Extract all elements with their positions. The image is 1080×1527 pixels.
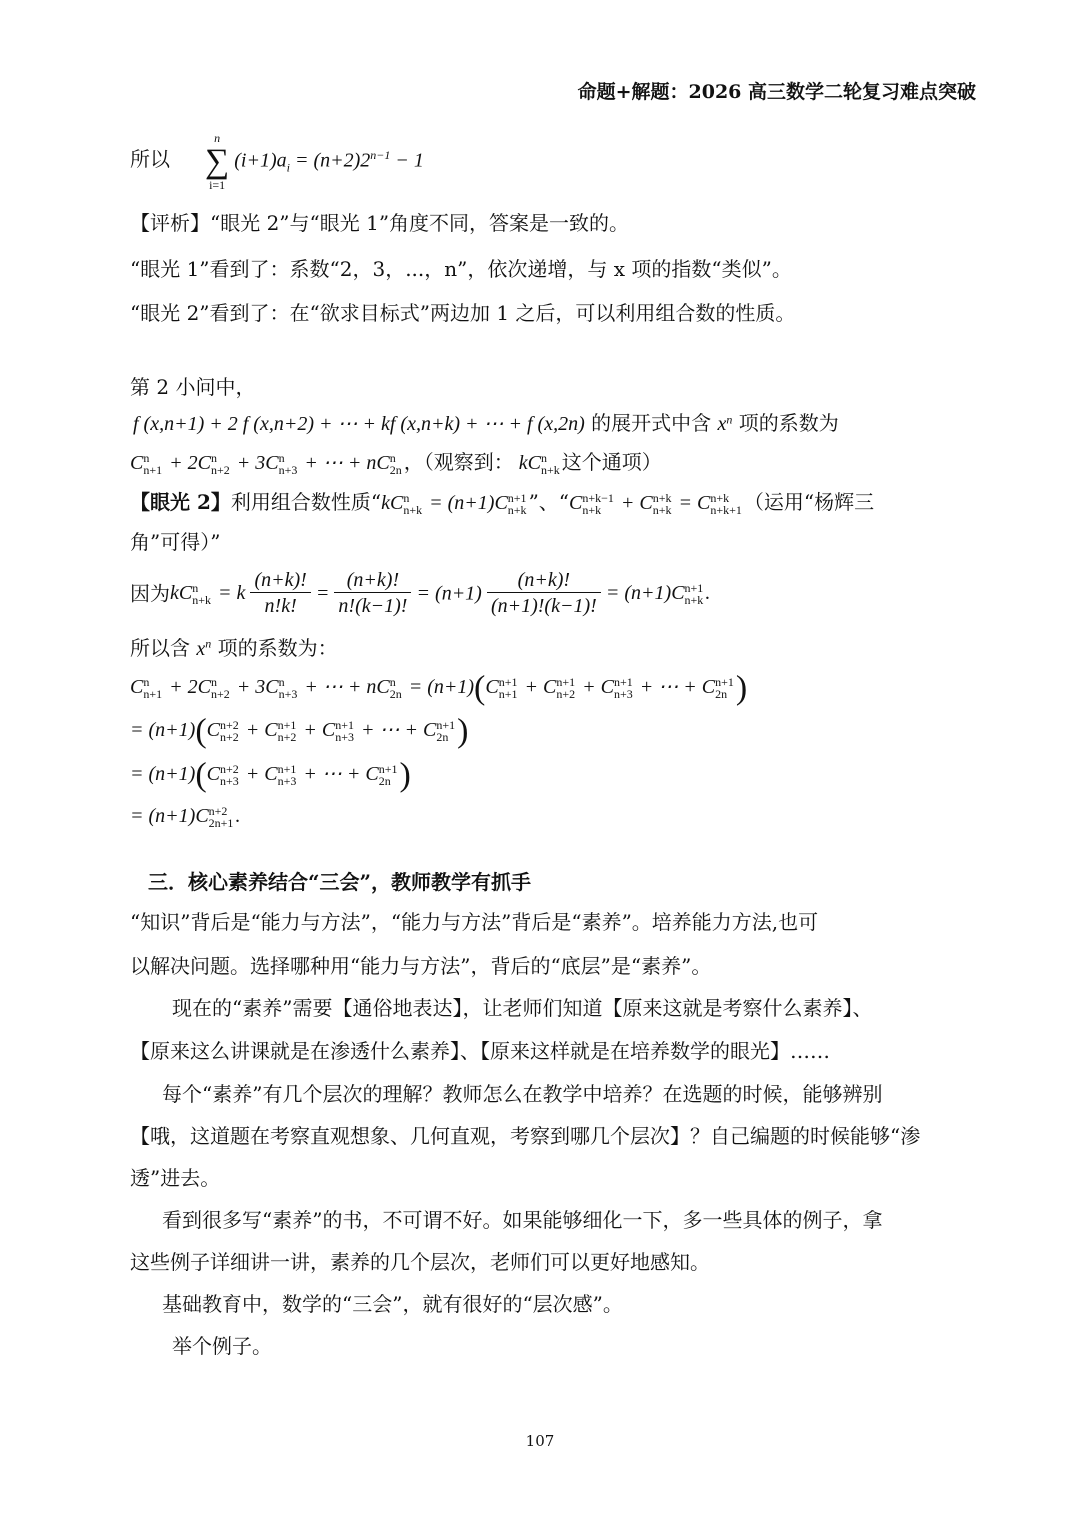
coef-line-end: 这个通项） — [561, 450, 662, 474]
para6: 举个例子。 — [172, 1334, 272, 1358]
para1-line2: 以解决问题。选择哪种用“能力与方法”，背后的“底层”是“素养”。 — [130, 954, 712, 978]
yg2-line: 【眼光 2】利用组合数性质“kC n n+k = (n+1)C n+1 n+k ”、“C n+k−1 n+k + C n+k n+k = C n+k n+k+1 （运用“杨辉三 — [130, 490, 875, 518]
sum-tail: − 1 — [390, 149, 424, 172]
suoyi-han-tail: 项的系数为： — [211, 636, 338, 660]
f-expr-x: x — [717, 413, 727, 435]
sum-sigma — [205, 132, 229, 192]
yg2-text: 利用组合数性质“ — [230, 490, 382, 514]
because-line: 因为kC n n+k = k $\frac{(n+k)!}{n!k!}$ = $\frac{(n+k)!}{n!(k-1)!}$ = (n+1) $\frac{(n+k)!}{(n+1)!(k-1)!}$ = (n+1)C n+1 n+k . — [130, 569, 711, 617]
sum-expr: (i+1)a — [234, 149, 287, 172]
para2-line2: 【原来这么讲课就是在渗透什么素养】、【原来这样就是在培养数学的眼光】…… — [130, 1039, 830, 1063]
para5: 基础教育中，数学的“三会”，就有很好的“层次感”。 — [162, 1292, 623, 1316]
f-expr-end: 项的系数为 — [732, 411, 839, 435]
yinwei-label: 因为 — [130, 581, 170, 606]
para4-line1: 看到很多写“素养”的书，不可谓不好。如果能够细化一下，多一些具体的例子，拿 — [162, 1208, 883, 1232]
pingxi-paragraph: 【评析】“眼光 2”与“眼光 1”角度不同，答案是一致的。 — [130, 211, 630, 235]
sum-formula — [205, 132, 424, 192]
sum-lower: i=1 — [209, 178, 226, 192]
section3-title: 三．核心素养结合“三会”，教师教学有抓手 — [148, 870, 532, 894]
para2-line1: 现在的“素养”需要【通俗地表达】，让老师们知道【原来这就是考察什么素养】、 — [172, 996, 873, 1020]
f-expression: f (x,n+1) + 2 f (x,n+2) + ⋯ + kf (x,n+k) + ⋯ + f (x,2n) — [133, 413, 585, 435]
yg2-text2: （运用“杨辉三 — [743, 490, 875, 514]
suoyi-label: 所以 — [130, 147, 170, 171]
yanguang1-paragraph: “眼光 1”看到了：系数“2，3，...，n”，依次递增，与 x 项的指数“类似”。 — [130, 257, 792, 281]
coef-line-tail: ，（观察到： — [403, 450, 514, 474]
para1-line1: “知识”背后是“能力与方法”，“能力与方法”背后是“素养”。培养能力方法,也可 — [130, 910, 819, 934]
frac-1: $\frac{(n+k)!}{n!k!}$ — [250, 568, 310, 619]
frac-3: $\frac{(n+k)!}{(n+1)!(k-1)!}$ — [487, 568, 601, 619]
running-header: 命题+解题：2026 高三数学二轮复习难点突破 — [577, 81, 976, 103]
f-expr-tail: 的展开式中含 — [584, 411, 718, 435]
page-number: 107 — [525, 1432, 555, 1450]
coef-line: C n n+1 + 2C n n+2 + 3C n n+3 + ⋯ + nC n 2n ，（观察到： kC n n+k 这个通项） — [130, 450, 662, 478]
para3-line2: 【哦，这道题在考察直观想象、几何直观，考察到哪几个层次】？自己编题的时候能够“渗 — [130, 1124, 921, 1148]
para4-line2: 这些例子详细讲一讲，素养的几个层次，老师们可以更好地感知。 — [130, 1250, 710, 1274]
sum-rhs: = (n+2)2 — [294, 149, 371, 172]
part2-title: 第 2 小问中， — [130, 375, 256, 399]
derivation-line-1: C n n+1 + 2C n n+2 + 3C n n+3 + ⋯ + nC n 2n = (n+1)(C n+1 n+1 + C n+1 n+2 + C n+1 n+3 + ⋯ + C n+1 2n ) — [130, 669, 748, 707]
para3-line1: 每个“素养”有几个层次的理解？教师怎么在教学中培养？在选题的时候，能够辨别 — [162, 1082, 883, 1106]
frac-2: $\frac{(n+k)!}{n!(k-1)!}$ — [334, 568, 411, 619]
derivation-line-2: = (n+1)(C n+2 n+2 + C n+1 n+2 + C n+1 n+3 + ⋯ + C n+1 2n ) — [130, 712, 469, 750]
suoyi-han: 所以含 — [130, 636, 197, 660]
derivation-line-3: = (n+1)(C n+2 n+3 + C n+1 n+3 + ⋯ + C n+1 2n ) — [130, 756, 411, 794]
yanguang2-paragraph: “眼光 2”看到了：在“欲求目标式”两边加 1 之后，可以利用组合数的性质。 — [130, 301, 796, 325]
sigma-symbol: ∑ — [205, 143, 230, 180]
yg2-line2: 角”可得）” — [130, 530, 221, 554]
f-expr-n: n — [726, 412, 733, 427]
derivation-line-4: = (n+1)C n+2 2n+1 . — [130, 804, 241, 831]
sum-upper: n — [214, 131, 221, 145]
f-expression-line — [133, 411, 839, 436]
yg2-label: 【眼光 2】 — [130, 490, 231, 514]
para3-line3: 透”进去。 — [130, 1166, 221, 1190]
sum-expr-sub: i — [286, 160, 290, 175]
suoyi-han-line: 所以含 $x^n$ 项的系数为： — [130, 636, 338, 660]
yg2-sep: ”、“ — [528, 490, 570, 514]
sum-exp: n−1 — [370, 147, 391, 162]
